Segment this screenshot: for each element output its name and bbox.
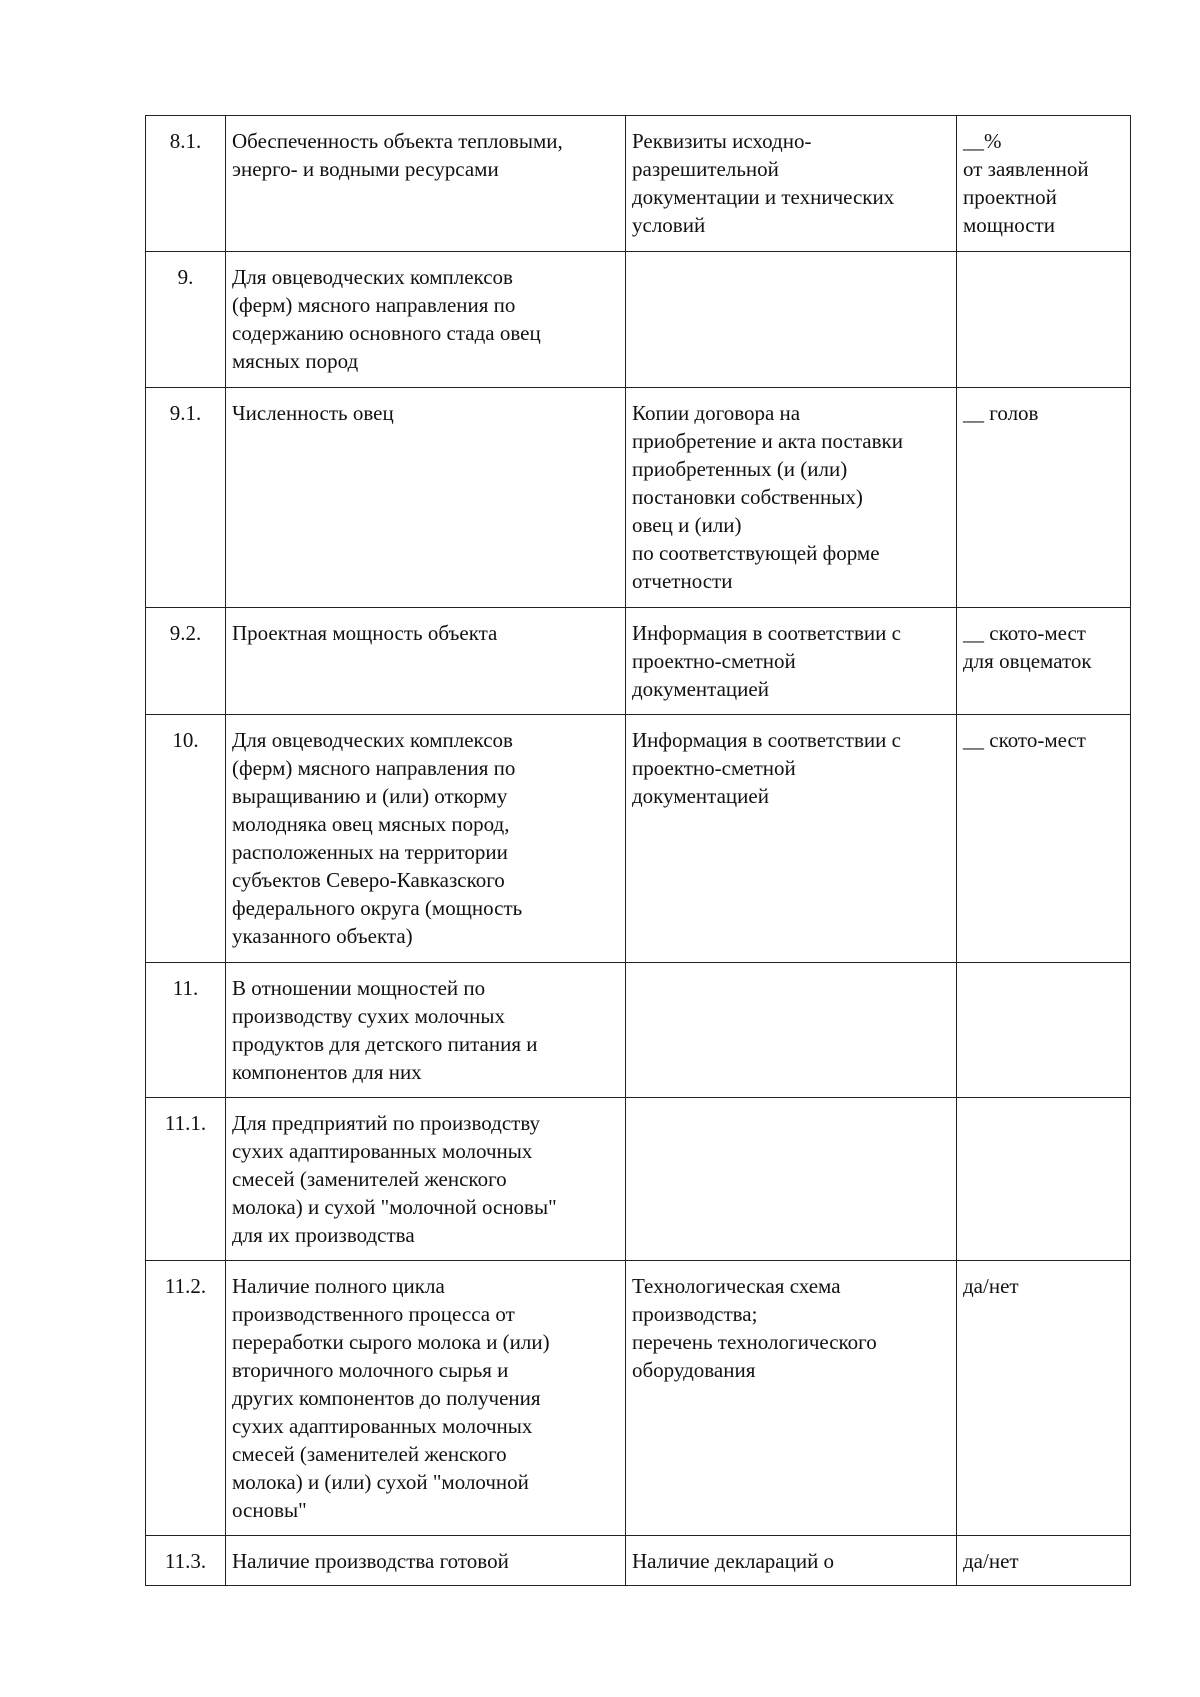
row-number: 11.3. xyxy=(146,1536,226,1586)
table-row xyxy=(146,608,1131,715)
value-cell: да/нет xyxy=(957,1261,1131,1536)
row-number: 9. xyxy=(146,252,226,388)
value-cell xyxy=(957,963,1131,1098)
value-cell: __ голов xyxy=(957,388,1131,608)
row-number: 11.1. xyxy=(146,1098,226,1261)
document-cell: Информация в соответствии с проектно-сметной документацией xyxy=(626,715,957,963)
row-number: 9.2. xyxy=(146,608,226,715)
indicator-cell: Наличие полного цикла производственного процесса от переработки сырого молока и (или) вторичного молочного сырья и других компонентов до получения сухих адаптированных молочных смесей (заменителей женского молока) и (или) сухой "молочной основы" xyxy=(226,1261,626,1536)
table-row xyxy=(146,1098,1131,1261)
value-cell xyxy=(957,1098,1131,1261)
value-cell: __ ското-мест для овцематок xyxy=(957,608,1131,715)
indicator-cell: Численность овец xyxy=(226,388,626,608)
document-cell: Информация в соответствии с проектно-сметной документацией xyxy=(626,608,957,715)
document-cell xyxy=(626,252,957,388)
indicator-cell: Проектная мощность объекта xyxy=(226,608,626,715)
table-row xyxy=(146,116,1131,252)
value-cell xyxy=(957,252,1131,388)
document-cell: Реквизиты исходно- разрешительной документации и технических условий xyxy=(626,116,957,252)
indicator-cell: В отношении мощностей по производству сухих молочных продуктов для детского питания и компонентов для них xyxy=(226,963,626,1098)
indicator-cell: Для овцеводческих комплексов (ферм) мясного направления по содержанию основного стада овец мясных пород xyxy=(226,252,626,388)
indicator-cell: Обеспеченность объекта тепловыми, энерго- и водными ресурсами xyxy=(226,116,626,252)
table-row xyxy=(146,1261,1131,1536)
value-cell: да/нет xyxy=(957,1536,1131,1586)
indicator-cell: Для предприятий по производству сухих адаптированных молочных смесей (заменителей женского молока) и сухой "молочной основы" для их производства xyxy=(226,1098,626,1261)
value-cell: __ ското-мест xyxy=(957,715,1131,963)
document-cell: Копии договора на приобретение и акта поставки приобретенных (и (или) постановки собственных) овец и (или) по соответствующей форме отчетности xyxy=(626,388,957,608)
indicator-cell: Наличие производства готовой xyxy=(226,1536,626,1586)
row-number: 8.1. xyxy=(146,116,226,252)
indicator-cell: Для овцеводческих комплексов (ферм) мясного направления по выращиванию и (или) откорму молодняка овец мясных пород, расположенных на территории субъектов Северо-Кавказского федерального округа (мощность указанного объекта) xyxy=(226,715,626,963)
row-number: 11. xyxy=(146,963,226,1098)
document-cell: Технологическая схема производства; перечень технологического оборудования xyxy=(626,1261,957,1536)
row-number: 11.2. xyxy=(146,1261,226,1536)
table-row xyxy=(146,715,1131,963)
document-cell: Наличие деклараций о xyxy=(626,1536,957,1586)
requirements-table xyxy=(145,115,1131,1586)
value-cell: __% от заявленной проектной мощности xyxy=(957,116,1131,252)
table-row xyxy=(146,252,1131,388)
table-row xyxy=(146,388,1131,608)
table-row xyxy=(146,963,1131,1098)
table-row xyxy=(146,1536,1131,1586)
row-number: 9.1. xyxy=(146,388,226,608)
document-cell xyxy=(626,963,957,1098)
row-number: 10. xyxy=(146,715,226,963)
document-cell xyxy=(626,1098,957,1261)
